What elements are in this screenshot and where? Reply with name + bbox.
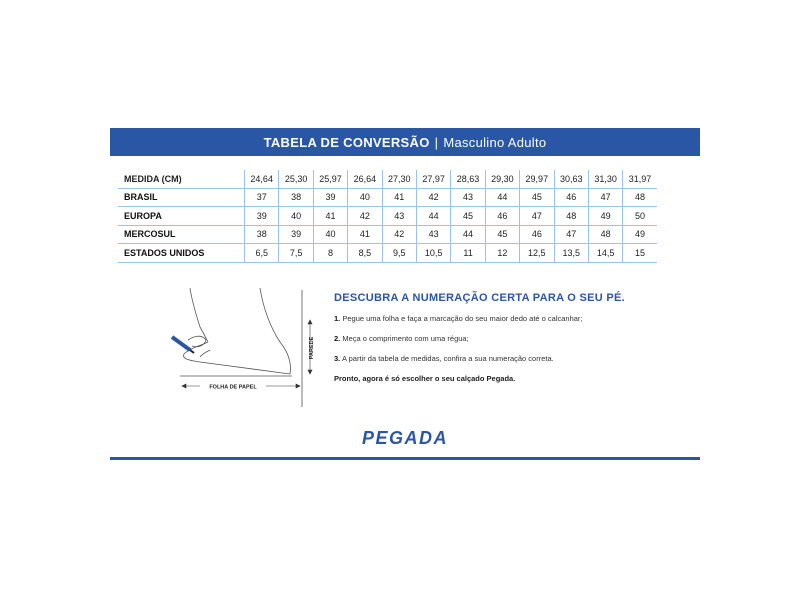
foot-measure-illustration xyxy=(160,282,330,412)
table-cell: 25,30 xyxy=(279,170,313,188)
table-cell: 43 xyxy=(382,207,416,226)
step-2-number: 2. xyxy=(334,334,341,343)
table-cell: 12 xyxy=(485,244,519,263)
table-cell: 8,5 xyxy=(348,244,382,263)
table-cell: 15 xyxy=(623,244,657,263)
table-cell: 42 xyxy=(348,207,382,226)
table-cell: 14,5 xyxy=(588,244,622,263)
table-cell: 39 xyxy=(245,207,279,226)
table-cell: 41 xyxy=(313,207,347,226)
table-cell: 48 xyxy=(588,225,622,244)
table-row xyxy=(118,188,657,207)
step-3-text: A partir da tabela de medidas, confira a sua numeração correta. xyxy=(341,354,554,363)
size-conversion-table xyxy=(118,170,657,263)
pencil-icon xyxy=(172,337,194,353)
paper-label: FOLHA DE PAPEL xyxy=(209,384,257,391)
table-cell: 45 xyxy=(485,225,519,244)
table-cell: 44 xyxy=(485,188,519,207)
step-3-number: 3. xyxy=(334,354,341,363)
table-row xyxy=(118,170,657,188)
table-cell: 46 xyxy=(554,188,588,207)
table-cell: 47 xyxy=(520,207,554,226)
table-cell: 40 xyxy=(348,188,382,207)
table-cell: 47 xyxy=(554,225,588,244)
table-cell: 45 xyxy=(451,207,485,226)
table-cell: 40 xyxy=(279,207,313,226)
table-cell: 47 xyxy=(588,188,622,207)
row-label: EUROPA xyxy=(118,207,245,226)
table-cell: 8 xyxy=(313,244,347,263)
table-cell: 38 xyxy=(245,225,279,244)
table-cell: 27,97 xyxy=(416,170,450,188)
table-cell: 7,5 xyxy=(279,244,313,263)
table-cell: 30,63 xyxy=(554,170,588,188)
step-1-number: 1. xyxy=(334,314,341,323)
table-cell: 37 xyxy=(245,188,279,207)
table-cell: 13,5 xyxy=(554,244,588,263)
row-label: BRASIL xyxy=(118,188,245,207)
step-3 xyxy=(334,354,694,364)
table-cell: 6,5 xyxy=(245,244,279,263)
table-cell: 49 xyxy=(588,207,622,226)
instructions-block xyxy=(334,292,694,383)
table-cell: 46 xyxy=(485,207,519,226)
table-cell: 41 xyxy=(382,188,416,207)
table-cell: 29,97 xyxy=(520,170,554,188)
table-cell: 39 xyxy=(279,225,313,244)
header-title: TABELA DE CONVERSÃO xyxy=(263,134,430,150)
step-1 xyxy=(334,314,694,324)
table-cell: 43 xyxy=(451,188,485,207)
table-cell: 40 xyxy=(313,225,347,244)
table-cell: 45 xyxy=(520,188,554,207)
table-cell: 42 xyxy=(416,188,450,207)
table-cell: 41 xyxy=(348,225,382,244)
table-cell: 11 xyxy=(451,244,485,263)
table-cell: 39 xyxy=(313,188,347,207)
table-cell: 25,97 xyxy=(313,170,347,188)
step-2 xyxy=(334,334,694,344)
table-cell: 29,30 xyxy=(485,170,519,188)
wall-label: PAREDE xyxy=(309,336,315,360)
table-cell: 48 xyxy=(554,207,588,226)
table-cell: 43 xyxy=(416,225,450,244)
header-subtitle: Masculino Adulto xyxy=(443,134,547,150)
table-cell: 24,64 xyxy=(245,170,279,188)
table-cell: 48 xyxy=(623,188,657,207)
table-cell: 9,5 xyxy=(382,244,416,263)
table-cell: 12,5 xyxy=(520,244,554,263)
step-2-text: Meça o comprimento com uma régua; xyxy=(342,334,469,343)
table-cell: 31,30 xyxy=(588,170,622,188)
table-cell: 44 xyxy=(451,225,485,244)
instructions-title: DESCUBRA A NUMERAÇÃO CERTA PARA O SEU PÉ. xyxy=(334,292,625,304)
row-label: MERCOSUL xyxy=(118,225,245,244)
brand-logo: PEGADA xyxy=(361,428,448,448)
table-cell: 42 xyxy=(382,225,416,244)
table-row xyxy=(118,225,657,244)
table-cell: 31,97 xyxy=(623,170,657,188)
table-row xyxy=(118,207,657,226)
step-1-text: Pegue uma folha e faça a marcação do seu maior dedo até o calcanhar; xyxy=(342,314,583,323)
table-cell: 46 xyxy=(520,225,554,244)
table-cell: 49 xyxy=(623,225,657,244)
table-row xyxy=(118,244,657,263)
table-header xyxy=(110,128,700,156)
table-cell: 28,63 xyxy=(451,170,485,188)
table-cell: 50 xyxy=(623,207,657,226)
table-cell: 44 xyxy=(416,207,450,226)
bottom-divider xyxy=(110,457,700,460)
table-cell: 27,30 xyxy=(382,170,416,188)
table-cell: 38 xyxy=(279,188,313,207)
table-cell: 26,64 xyxy=(348,170,382,188)
final-note: Pronto, agora é só escolher o seu calçado Pegada. xyxy=(334,374,516,383)
header-separator: | xyxy=(434,134,439,150)
table-cell: 10,5 xyxy=(416,244,450,263)
row-label: ESTADOS UNIDOS xyxy=(118,244,245,263)
row-label: MEDIDA (CM) xyxy=(118,170,245,188)
